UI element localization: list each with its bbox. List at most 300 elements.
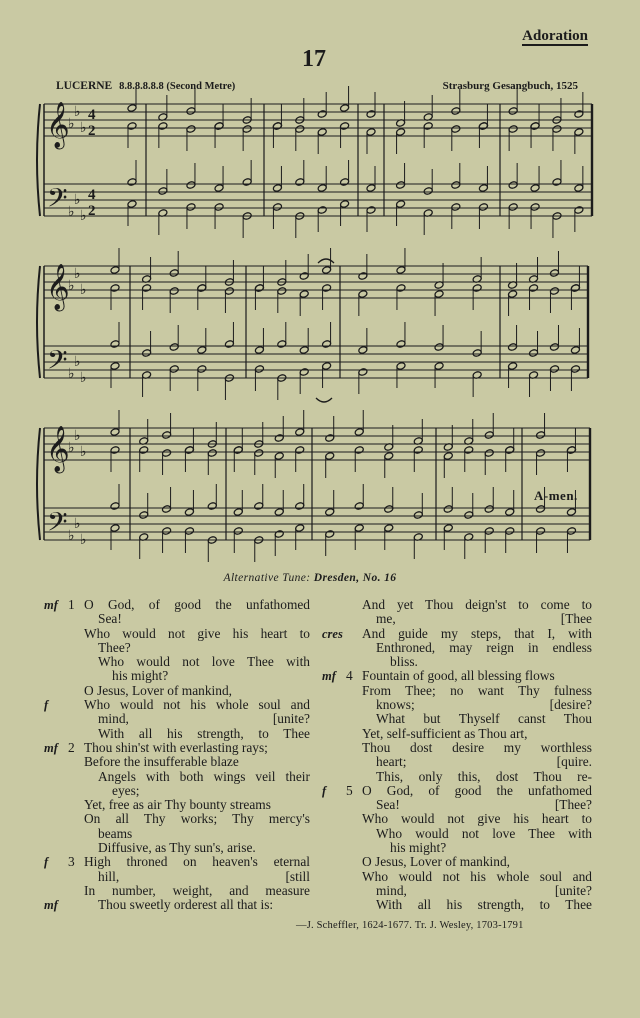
note-head	[358, 346, 368, 355]
flat-icon: ♭	[74, 516, 81, 532]
tune-meter: 8.8.8.8.8.8 (Second Metre)	[119, 81, 236, 92]
note-head	[242, 125, 252, 134]
verse-line	[44, 741, 310, 755]
verse-text: his might?	[390, 840, 447, 856]
note-head	[508, 343, 518, 352]
note-head	[295, 428, 305, 437]
verse-text: And yet Thou deign'st to come to	[362, 597, 592, 612]
note-head	[396, 128, 406, 137]
verse-overflow: [Thee?	[554, 797, 592, 813]
verse-text: beams	[98, 825, 133, 841]
note-head	[299, 368, 309, 377]
verse-text: Fountain of good, all blessing flows	[362, 668, 555, 684]
flat-icon: ♭	[80, 444, 87, 460]
note-head	[162, 527, 172, 536]
verse-text: O God, of good the unfathomed	[84, 597, 310, 612]
dynamic-mark: f	[44, 855, 49, 870]
amen-label: A-men.	[534, 488, 578, 503]
flat-icon: ♭	[74, 354, 81, 370]
verse-line	[322, 841, 592, 855]
note-head	[127, 104, 137, 113]
note-head	[184, 527, 194, 536]
verse-line	[322, 812, 592, 826]
verse-text: Who would not give his heart to	[362, 811, 592, 827]
note-head	[139, 511, 149, 520]
note-head	[274, 434, 284, 443]
note-head	[224, 340, 234, 349]
note-head	[299, 346, 309, 355]
note-head	[354, 524, 364, 533]
note-head	[396, 181, 406, 190]
note-head	[434, 343, 444, 352]
note-head	[169, 343, 179, 352]
note-head	[197, 346, 207, 355]
note-head	[550, 365, 560, 374]
verse-text: Enthroned, may reign in endless	[376, 639, 592, 655]
verse-text: On all Thy works; Thy mercy's	[84, 811, 310, 827]
tune-name: LUCERNE	[56, 80, 113, 92]
verse-text: Before the insufferable blaze	[84, 754, 239, 770]
note-head	[384, 524, 394, 533]
note-head	[423, 122, 433, 131]
hymn-number: 17	[302, 46, 326, 72]
note-head	[536, 505, 546, 514]
verse-number: 2	[68, 739, 75, 755]
note-head	[110, 284, 120, 293]
note-head	[566, 508, 576, 517]
note-head	[169, 287, 179, 296]
verse-line	[322, 669, 592, 683]
note-head	[162, 449, 172, 458]
note-head	[139, 446, 149, 455]
note-head	[529, 284, 539, 293]
treble-time-bottom: 2	[88, 123, 96, 139]
note-head	[162, 431, 172, 440]
note-head	[396, 340, 406, 349]
note-head	[478, 203, 488, 212]
note-head	[574, 184, 584, 193]
dynamic-mark: f	[44, 698, 49, 713]
note-head	[272, 122, 282, 131]
verse-overflow: [desire?	[549, 697, 592, 713]
verse-line	[44, 598, 310, 612]
verse-line	[322, 727, 592, 741]
note-head	[186, 203, 196, 212]
verse-text: his might?	[112, 668, 169, 684]
bass-time-bottom: 2	[88, 203, 96, 219]
note-head	[299, 272, 309, 281]
verse-text: Thou shin'st with everlasting rays;	[84, 739, 268, 755]
note-head	[358, 272, 368, 281]
note-head	[169, 365, 179, 374]
note-head	[127, 200, 137, 209]
section-title: Adoration	[522, 28, 588, 44]
verse-text: Who would not give his heart to	[84, 625, 310, 641]
verse-line	[322, 870, 592, 884]
verse-line	[44, 698, 310, 712]
note-head	[158, 122, 168, 131]
note-head	[574, 206, 584, 215]
note-head	[233, 527, 243, 536]
verse-text: Angels with both wings veil their	[98, 768, 310, 784]
note-head	[413, 511, 423, 520]
note-head	[214, 184, 224, 193]
note-head	[550, 343, 560, 352]
note-head	[272, 203, 282, 212]
dynamic-mark: cres	[322, 626, 343, 641]
verse-line	[44, 641, 310, 655]
treble-clef-icon: 𝄞	[46, 102, 70, 148]
system-brace	[37, 266, 40, 378]
note-head	[366, 184, 376, 193]
note-head	[340, 200, 350, 209]
verse-text: What but Thyself canst Thou	[376, 711, 592, 727]
note-head	[536, 449, 546, 458]
note-head	[242, 178, 252, 187]
note-head	[207, 502, 217, 511]
note-head	[396, 200, 406, 209]
note-head	[366, 128, 376, 137]
verse-text: Thee?	[98, 639, 131, 655]
verse-text: hill,	[98, 868, 120, 884]
verse-number: 3	[68, 854, 75, 870]
note-head	[358, 290, 368, 299]
note-head	[366, 206, 376, 215]
note-head	[508, 107, 518, 116]
note-head	[325, 530, 335, 539]
note-head	[127, 122, 137, 131]
verse-line	[44, 612, 310, 626]
note-head	[158, 187, 168, 196]
note-head	[277, 340, 287, 349]
verse-line	[322, 884, 592, 898]
note-head	[472, 349, 482, 358]
verse-line	[44, 669, 310, 683]
flat-icon: ♭	[80, 208, 87, 224]
verse-text: Diffusive, as Thy sun's, arise.	[98, 840, 256, 856]
verse-line	[322, 741, 592, 755]
note-head	[184, 446, 194, 455]
note-head	[505, 508, 515, 517]
note-head	[317, 206, 327, 215]
note-head	[443, 524, 453, 533]
note-head	[272, 184, 282, 193]
note-head	[354, 446, 364, 455]
dynamic-mark: mf	[44, 598, 58, 612]
note-head	[478, 122, 488, 131]
verse-text: From Thee; no want Thy fulness	[362, 682, 592, 698]
fermata-icon	[316, 398, 332, 402]
verse-text: With all his strength, to Thee	[98, 725, 310, 741]
note-head	[508, 181, 518, 190]
note-head	[478, 184, 488, 193]
verse-line	[44, 684, 310, 698]
note-head	[484, 527, 494, 536]
note-head	[274, 530, 284, 539]
note-head	[322, 266, 332, 275]
verse-line	[44, 784, 310, 798]
note-head	[536, 527, 546, 536]
bass-clef-icon: 𝄢	[47, 182, 68, 220]
verse-overflow: [unite?	[554, 882, 592, 898]
verses-right-column	[322, 598, 592, 913]
note-head	[142, 349, 152, 358]
note-head	[197, 284, 207, 293]
note-head	[484, 449, 494, 458]
verse-text: heart;	[376, 754, 407, 770]
note-head	[184, 508, 194, 517]
verse-line	[44, 712, 310, 726]
verse-number: 1	[68, 597, 75, 612]
verse-text: bliss.	[390, 654, 418, 670]
verse-text: Sea!	[98, 611, 122, 627]
verse-text: This, only this, dost Thou re-	[376, 768, 592, 784]
flat-icon: ♭	[80, 532, 87, 548]
flat-icon: ♭	[74, 428, 81, 444]
note-head	[110, 524, 120, 533]
tune-source: Strasburg Gesangbuch, 1525	[442, 80, 578, 92]
note-head	[295, 125, 305, 134]
note-head	[530, 184, 540, 193]
verse-overflow: [unite?	[272, 711, 310, 727]
verse-line	[322, 712, 592, 726]
note-head	[570, 346, 580, 355]
alt-tune-prefix: Alternative Tune:	[223, 572, 311, 584]
flat-icon: ♭	[68, 278, 75, 294]
note-head	[451, 203, 461, 212]
flat-icon: ♭	[68, 204, 75, 220]
note-head	[508, 362, 518, 371]
note-head	[169, 269, 179, 278]
note-head	[396, 362, 406, 371]
note-head	[464, 446, 474, 455]
verse-text: O God, of good the unfathomed	[362, 782, 592, 798]
note-head	[384, 505, 394, 514]
note-head	[434, 362, 444, 371]
note-head	[295, 446, 305, 455]
note-head	[484, 505, 494, 514]
verse-text: Who would not love Thee with	[98, 654, 310, 670]
bass-clef-icon: 𝄢	[47, 506, 68, 544]
note-head	[295, 502, 305, 511]
note-head	[274, 508, 284, 517]
verse-line	[44, 884, 310, 898]
note-head	[325, 434, 335, 443]
verse-text: Thou dost desire my worthless	[362, 739, 592, 755]
verse-line	[322, 627, 592, 641]
verse-line	[44, 770, 310, 784]
note-head	[110, 428, 120, 437]
note-head	[358, 368, 368, 377]
note-head	[233, 508, 243, 517]
note-head	[574, 128, 584, 137]
note-head	[254, 502, 264, 511]
verse-text: With all his strength, to Thee	[376, 897, 592, 913]
note-head	[484, 431, 494, 440]
verse-line	[322, 855, 592, 869]
verse-text: High throned on heaven's eternal	[84, 854, 310, 870]
flat-icon: ♭	[68, 528, 75, 544]
note-head	[162, 505, 172, 514]
flat-icon: ♭	[80, 370, 87, 386]
note-head	[566, 527, 576, 536]
note-head	[566, 446, 576, 455]
flat-icon: ♭	[80, 282, 87, 298]
note-head	[322, 340, 332, 349]
flat-icon: ♭	[74, 192, 81, 208]
note-head	[254, 346, 264, 355]
note-head	[443, 452, 453, 461]
verse-line	[322, 898, 592, 912]
verse-line	[44, 898, 310, 912]
note-head	[354, 502, 364, 511]
note-head	[574, 110, 584, 119]
note-head	[254, 284, 264, 293]
verse-line	[322, 698, 592, 712]
verse-line	[322, 598, 592, 612]
note-head	[197, 365, 207, 374]
dynamic-mark: mf	[44, 740, 58, 755]
verse-number: 4	[346, 668, 353, 684]
verse-line	[322, 612, 592, 626]
treble-clef-icon: 𝄞	[46, 264, 70, 310]
treble-time-top: 4	[88, 107, 96, 123]
note-head	[110, 446, 120, 455]
verse-text: And guide my steps, that I, with	[362, 625, 592, 641]
note-head	[552, 125, 562, 134]
verse-line	[44, 727, 310, 741]
treble-clef-icon: 𝄞	[46, 426, 70, 472]
note-head	[295, 524, 305, 533]
note-head	[317, 128, 327, 137]
note-head	[434, 290, 444, 299]
verse-line	[322, 798, 592, 812]
verse-text: Who would not his whole soul and	[84, 697, 310, 713]
note-head	[505, 446, 515, 455]
verse-overflow: [quire.	[556, 754, 592, 770]
flat-icon: ♭	[80, 120, 87, 136]
note-head	[110, 266, 120, 275]
note-head	[552, 178, 562, 187]
alternative-tune	[0, 572, 620, 584]
note-head	[295, 178, 305, 187]
verse-line	[322, 684, 592, 698]
note-head	[451, 181, 461, 190]
note-head	[530, 122, 540, 131]
note-head	[536, 431, 546, 440]
verse-text: In number, weight, and measure	[84, 882, 310, 898]
verse-line	[44, 855, 310, 869]
system-brace	[37, 104, 40, 216]
verse-text: mind,	[98, 711, 129, 727]
note-head	[396, 284, 406, 293]
note-head	[110, 502, 120, 511]
verse-text: Yet, self-sufficient as Thou art,	[362, 725, 528, 741]
verse-line	[44, 627, 310, 641]
flat-icon: ♭	[68, 116, 75, 132]
verse-line	[322, 655, 592, 669]
verse-line	[44, 870, 310, 884]
verse-line	[44, 798, 310, 812]
verse-line	[44, 841, 310, 855]
verse-text: Sea!	[376, 797, 400, 813]
note-head	[214, 203, 224, 212]
note-head	[472, 284, 482, 293]
fermata-icon	[318, 259, 334, 263]
flat-icon: ♭	[74, 266, 81, 282]
verse-overflow: [Thee	[560, 611, 592, 627]
note-head	[317, 184, 327, 193]
note-head	[464, 511, 474, 520]
verse-overflow: [still	[285, 868, 310, 884]
verse-line	[322, 755, 592, 769]
dynamic-mark: f	[322, 783, 327, 798]
note-head	[451, 107, 461, 116]
note-head	[529, 349, 539, 358]
note-head	[530, 203, 540, 212]
note-head	[340, 178, 350, 187]
note-head	[254, 365, 264, 374]
alt-tune-name: Dresden, No. 16	[313, 572, 397, 584]
note-head	[550, 269, 560, 278]
verse-line	[44, 827, 310, 841]
flat-icon: ♭	[68, 366, 75, 382]
note-head	[570, 365, 580, 374]
note-head	[127, 178, 137, 187]
note-head	[505, 527, 515, 536]
verse-line	[44, 655, 310, 669]
verse-text: O Jesus, Lover of mankind,	[84, 682, 233, 698]
note-head	[186, 125, 196, 134]
note-head	[254, 449, 264, 458]
note-head	[508, 203, 518, 212]
note-head	[207, 449, 217, 458]
note-head	[443, 505, 453, 514]
note-head	[322, 362, 332, 371]
verse-text: Yet, free as air Thy bounty streams	[84, 797, 271, 813]
note-head	[366, 110, 376, 119]
note-head	[322, 284, 332, 293]
note-head	[451, 125, 461, 134]
note-head	[423, 187, 433, 196]
note-head	[508, 290, 518, 299]
author-credit: —J. Scheffler, 1624-1677. Tr. J. Wesley, 1703-1791	[296, 920, 524, 931]
dynamic-mark: mf	[322, 669, 336, 684]
note-head	[354, 428, 364, 437]
bass-clef-icon: 𝄢	[47, 344, 68, 382]
note-head	[186, 181, 196, 190]
note-head	[325, 452, 335, 461]
verse-line	[322, 784, 592, 798]
verse-line	[44, 812, 310, 826]
verse-text: mind,	[376, 882, 407, 898]
note-head	[142, 284, 152, 293]
note-head	[340, 104, 350, 113]
verse-text: eyes;	[112, 782, 140, 798]
note-head	[396, 266, 406, 275]
flat-icon: ♭	[74, 104, 81, 120]
note-head	[110, 340, 120, 349]
note-head	[274, 452, 284, 461]
verse-text: O Jesus, Lover of mankind,	[362, 854, 511, 870]
note-head	[214, 122, 224, 131]
verse-line	[322, 827, 592, 841]
dynamic-mark: mf	[44, 898, 58, 913]
verse-text: knows;	[376, 697, 415, 713]
note-head	[570, 284, 580, 293]
note-head	[384, 452, 394, 461]
note-head	[277, 287, 287, 296]
